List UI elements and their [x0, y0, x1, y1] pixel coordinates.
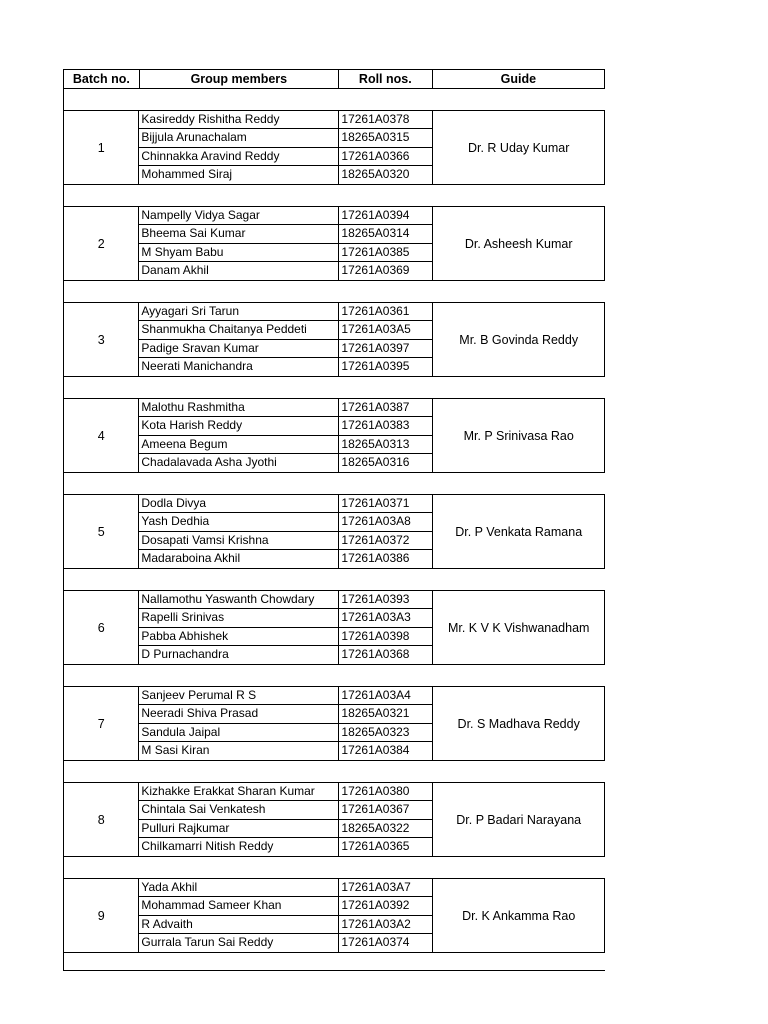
member-name: R Advaith [139, 916, 339, 933]
member-roll-no: 18265A0315 [339, 129, 433, 146]
member-roll-no: 17261A0398 [339, 628, 433, 645]
member-row [139, 303, 433, 321]
member-roll-no: 17261A0385 [339, 244, 433, 261]
member-name: Pabba Abhishek [139, 628, 339, 645]
member-row [139, 513, 433, 531]
member-roll-no: 17261A0374 [339, 934, 433, 952]
member-rows [139, 879, 433, 952]
member-roll-no: 17261A03A7 [339, 879, 433, 896]
member-roll-no: 17261A0392 [339, 897, 433, 914]
member-row [139, 742, 433, 760]
batch-group [63, 398, 605, 473]
member-row [139, 148, 433, 166]
member-roll-no: 17261A0383 [339, 417, 433, 434]
member-name: Sanjeev Perumal R S [139, 687, 339, 704]
batch-number: 4 [64, 399, 139, 472]
member-row [139, 417, 433, 435]
batch-group [63, 686, 605, 761]
member-roll-no: 18265A0313 [339, 436, 433, 453]
spacer-row [63, 761, 605, 782]
guide-name: Mr. K V K Vishwanadham [447, 620, 590, 635]
spacer-row [63, 569, 605, 590]
member-rows [139, 783, 433, 856]
guide-name: Dr. P Badari Narayana [456, 812, 582, 827]
guide-name: Dr. S Madhava Reddy [457, 716, 580, 731]
spacer-row [63, 377, 605, 398]
member-row [139, 687, 433, 705]
member-row [139, 166, 433, 184]
member-row [139, 550, 433, 568]
member-name: Kota Harish Reddy [139, 417, 339, 434]
member-roll-no: 18265A0316 [339, 454, 433, 472]
member-name: Nampelly Vidya Sagar [139, 207, 339, 224]
member-name: Padige Sravan Kumar [139, 340, 339, 357]
member-roll-no: 17261A0378 [339, 111, 433, 128]
member-rows [139, 495, 433, 568]
member-row [139, 207, 433, 225]
member-roll-no: 17261A03A3 [339, 609, 433, 626]
member-roll-no: 17261A03A5 [339, 321, 433, 338]
member-row [139, 934, 433, 952]
batch-number: 1 [64, 111, 139, 184]
batch-allocation-sheet [63, 69, 605, 971]
member-row [139, 340, 433, 358]
member-rows [139, 591, 433, 664]
member-row [139, 358, 433, 376]
spacer-row [63, 473, 605, 494]
member-rows [139, 399, 433, 472]
member-row [139, 820, 433, 838]
member-name: Mohammad Sameer Khan [139, 897, 339, 914]
member-row [139, 724, 433, 742]
member-name: D Purnachandra [139, 646, 339, 664]
member-name: Kasireddy Rishitha Reddy [139, 111, 339, 128]
guide-name: Mr. B Govinda Reddy [459, 332, 579, 347]
member-name: Malothu Rashmitha [139, 399, 339, 416]
member-roll-no: 17261A0387 [339, 399, 433, 416]
member-rows [139, 207, 433, 280]
member-roll-no: 17261A0393 [339, 591, 433, 608]
guide-name: Dr. Asheesh Kumar [464, 236, 573, 251]
batches-list [63, 89, 605, 953]
member-row [139, 111, 433, 129]
member-name: Pulluri Rajkumar [139, 820, 339, 837]
member-name: Kizhakke Erakkat Sharan Kumar [139, 783, 339, 800]
batch-number: 3 [64, 303, 139, 376]
member-rows [139, 303, 433, 376]
member-name: Chintala Sai Venkatesh [139, 801, 339, 818]
batch-group [63, 878, 605, 953]
member-row [139, 495, 433, 513]
member-roll-no: 17261A0397 [339, 340, 433, 357]
member-name: Ayyagari Sri Tarun [139, 303, 339, 320]
batch-group [63, 302, 605, 377]
member-roll-no: 17261A0367 [339, 801, 433, 818]
member-roll-no: 17261A03A2 [339, 916, 433, 933]
member-name: Rapelli Srinivas [139, 609, 339, 626]
member-roll-no: 17261A0394 [339, 207, 433, 224]
member-name: Chadalavada Asha Jyothi [139, 454, 339, 472]
batch-number: 7 [64, 687, 139, 760]
member-roll-no: 18265A0321 [339, 705, 433, 722]
member-roll-no: 17261A0384 [339, 742, 433, 760]
member-row [139, 129, 433, 147]
member-roll-no: 17261A0368 [339, 646, 433, 664]
member-roll-no: 18265A0320 [339, 166, 433, 184]
member-name: M Shyam Babu [139, 244, 339, 261]
member-name: Madaraboina Akhil [139, 550, 339, 568]
member-row [139, 225, 433, 243]
spacer-row [63, 89, 605, 110]
batch-number: 9 [64, 879, 139, 952]
member-roll-no: 18265A0314 [339, 225, 433, 242]
member-roll-no: 17261A03A8 [339, 513, 433, 530]
member-row [139, 262, 433, 280]
batch-group [63, 494, 605, 569]
header-group-members: Group members [140, 70, 339, 88]
member-rows [139, 111, 433, 184]
member-roll-no: 18265A0323 [339, 724, 433, 741]
guide-name: Dr. P Venkata Ramana [455, 524, 583, 539]
header-row [63, 69, 605, 89]
member-roll-no: 17261A0369 [339, 262, 433, 280]
member-name: M Sasi Kiran [139, 742, 339, 760]
member-name: Dodla Divya [139, 495, 339, 512]
batch-group [63, 590, 605, 665]
member-row [139, 838, 433, 856]
member-row [139, 705, 433, 723]
member-name: Nallamothu Yaswanth Chowdary [139, 591, 339, 608]
member-row [139, 801, 433, 819]
header-roll-nos: Roll nos. [339, 70, 433, 88]
member-roll-no: 17261A0365 [339, 838, 433, 856]
guide-name: Mr. P Srinivasa Rao [463, 428, 574, 443]
member-name: Danam Akhil [139, 262, 339, 280]
member-name: Yada Akhil [139, 879, 339, 896]
member-name: Gurrala Tarun Sai Reddy [139, 934, 339, 952]
batch-group [63, 782, 605, 857]
member-row [139, 646, 433, 664]
member-roll-no: 17261A0386 [339, 550, 433, 568]
member-name: Ameena Begum [139, 436, 339, 453]
spacer-row [63, 185, 605, 206]
spacer-row [63, 665, 605, 686]
member-row [139, 897, 433, 915]
table-end-row [63, 953, 605, 971]
member-row [139, 783, 433, 801]
batch-number: 2 [64, 207, 139, 280]
member-row [139, 399, 433, 417]
member-row [139, 879, 433, 897]
member-row [139, 321, 433, 339]
member-row [139, 591, 433, 609]
member-name: Neerati Manichandra [139, 358, 339, 376]
member-row [139, 628, 433, 646]
member-row [139, 532, 433, 550]
member-rows [139, 687, 433, 760]
spacer-row [63, 857, 605, 878]
header-guide: Guide [500, 72, 537, 86]
spacer-row [63, 281, 605, 302]
batch-group [63, 110, 605, 185]
member-row [139, 244, 433, 262]
member-row [139, 609, 433, 627]
member-row [139, 436, 433, 454]
member-name: Chilkamarri Nitish Reddy [139, 838, 339, 856]
member-name: Sandula Jaipal [139, 724, 339, 741]
guide-name: Dr. R Uday Kumar [467, 140, 570, 155]
member-roll-no: 17261A0372 [339, 532, 433, 549]
member-roll-no: 17261A0366 [339, 148, 433, 165]
member-roll-no: 18265A0322 [339, 820, 433, 837]
member-name: Shanmukha Chaitanya Peddeti [139, 321, 339, 338]
member-name: Mohammed Siraj [139, 166, 339, 184]
member-row [139, 454, 433, 472]
member-name: Neeradi Shiva Prasad [139, 705, 339, 722]
member-roll-no: 17261A0371 [339, 495, 433, 512]
member-roll-no: 17261A0361 [339, 303, 433, 320]
batch-number: 6 [64, 591, 139, 664]
batch-number: 8 [64, 783, 139, 856]
member-roll-no: 17261A0395 [339, 358, 433, 376]
member-name: Dosapati Vamsi Krishna [139, 532, 339, 549]
member-name: Bheema Sai Kumar [139, 225, 339, 242]
batch-number: 5 [64, 495, 139, 568]
member-name: Chinnakka Aravind Reddy [139, 148, 339, 165]
batch-group [63, 206, 605, 281]
header-batch-no: Batch no. [64, 70, 140, 88]
member-row [139, 916, 433, 934]
member-name: Yash Dedhia [139, 513, 339, 530]
member-roll-no: 17261A03A4 [339, 687, 433, 704]
guide-name: Dr. K Ankamma Rao [462, 908, 576, 923]
member-name: Bijjula Arunachalam [139, 129, 339, 146]
member-roll-no: 17261A0380 [339, 783, 433, 800]
